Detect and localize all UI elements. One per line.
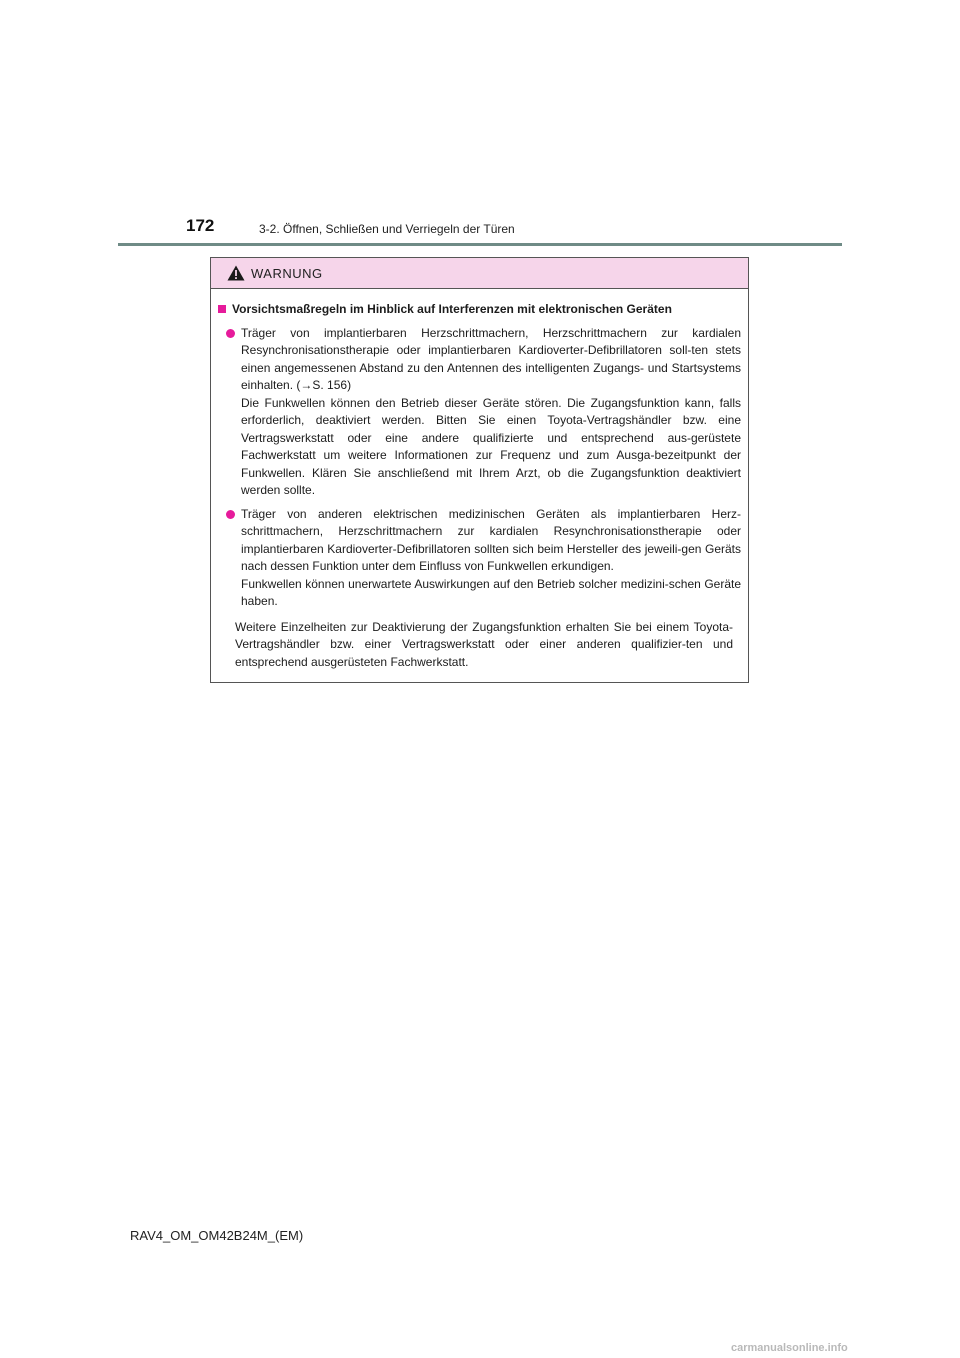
subheading-text: Vorsichtsmaßregeln im Hinblick auf Interferenzen mit elektronischen Geräten: [232, 302, 672, 316]
note-paragraph: Weitere Einzelheiten zur Deaktivierung der Zugangsfunktion erhalten Sie bei einem Toyota-Vertragshändler bzw. einer Vertragswerkstatt oder einer anderen qualifizier-ten und entsprechend ausgerüsteten Fachwerkstatt.: [235, 619, 733, 669]
circle-bullet-icon: [226, 510, 235, 519]
circle-bullet-icon: [226, 329, 235, 338]
warning-title: WARNUNG: [251, 265, 323, 281]
header-rule: [118, 243, 842, 246]
document-code: RAV4_OM_OM42B24M_(EM): [130, 1228, 304, 1243]
bullet-paragraph: Die Funkwellen können den Betrieb dieser Geräte stören. Die Zugangsfunktion kann, falls erforderlich, deaktiviert werden. Bitten Sie einen Toyota-Vertragshändler bzw. eine Vertragswerkstatt oder eine andere qualifizierte und entsprechend aus-gerüstete Fachwerkstatt um weitere Informationen zur Frequenz und zum Ausga-bezeitpunkt der Funkwellen. Klären Sie anschließend mit Ihrem Arzt, ob die Zugangsfunktion deaktiviert werden sollte.: [241, 395, 741, 497]
warning-subheading: [218, 301, 741, 319]
bullet-paragraph: Funkwellen können unerwartete Auswirkungen auf den Betrieb solcher medizini-schen Geräte haben.: [241, 576, 741, 608]
bullet-item: [218, 506, 741, 611]
bullet-paragraph: Träger von anderen elektrischen medizinischen Geräten als implantierbaren Herz-schrittmachern, Herzschrittmachern zur kardialen Resynchronisationstherapie oder implantierbaren Kardioverter-Defibrillatoren sollten sich beim Hersteller des jeweili-gen Geräts nach dessen Funktion unter dem Einfluss von Funkwellen erkundigen.: [241, 506, 741, 573]
watermark: carmanualsonline.info: [731, 1342, 848, 1354]
warning-box: [210, 257, 749, 683]
section-title: 3-2. Öffnen, Schließen und Verriegeln der Türen: [259, 222, 515, 236]
warning-header: [211, 258, 748, 289]
square-bullet-icon: [218, 305, 226, 313]
warning-triangle-icon: [227, 265, 245, 281]
bullet-paragraph: Träger von implantierbaren Herzschrittmachern, Herzschrittmachern zur kardialen Resynchronisationstherapie oder implantierbaren Kardioverter-Defibrillatoren soll-ten stets einen angemessenen Abstand zu den Antennen des intelligenten Zugangs- und Startsystems einhalten. (→S. 156): [241, 325, 741, 392]
warning-body: [211, 289, 748, 671]
bullet-item: [218, 325, 741, 500]
page-number: 172: [186, 216, 215, 235]
